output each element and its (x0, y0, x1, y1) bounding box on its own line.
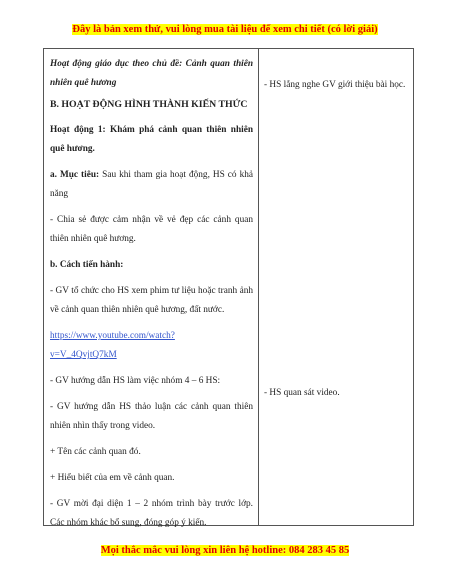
lesson-table (43, 48, 414, 526)
goal-item: - Chia sẻ được cảm nhận về vẻ đẹp các cảnh quan thiên nhiên quê hương. (50, 215, 253, 244)
hotline-banner-text: Mọi thắc mắc vui lòng xin liên hệ hotline: 084 283 45 85 (100, 545, 350, 556)
column-divider (258, 49, 259, 525)
step-paragraph: - GV hướng dẫn HS thảo luận các cảnh quan thiên nhiên nhìn thấy trong video. (50, 402, 253, 431)
method-heading: b. Cách tiến hành: (50, 260, 124, 270)
goal-paragraph (50, 166, 253, 204)
step-paragraph: - GV tổ chức cho HS xem phim tư liệu hoặc tranh ảnh về cảnh quan thiên nhiên quê hương, đất nước. (50, 286, 253, 315)
teacher-activity-column (50, 55, 253, 540)
preview-banner (0, 24, 450, 35)
step-paragraph: - GV hướng dẫn HS làm việc nhóm 4 – 6 HS: (50, 376, 221, 386)
preview-banner-text: Đây là bản xem thử, vui lòng mua tài liệu để xem chi tiết (có lời giải) (72, 24, 378, 35)
step-paragraph: + Hiểu biết của em về cảnh quan. (50, 473, 175, 483)
student-note: - HS quan sát video. (264, 388, 340, 398)
section-heading: B. HOẠT ĐỘNG HÌNH THÀNH KIẾN THỨC (50, 99, 248, 110)
activity-heading: Hoạt động 1: Khám phá cảnh quan thiên nhiên quê hương. (50, 125, 253, 154)
student-note: - HS lắng nghe GV giới thiệu bài học. (264, 80, 406, 90)
video-link-line-1: https://www.youtube.com/watch? (50, 331, 175, 341)
video-link-line-2: v=V_4QvjtQ7kM (50, 350, 117, 360)
hotline-banner (0, 545, 450, 556)
goal-text: Sau khi tham gia hoạt động, HS có khả năng (50, 170, 253, 199)
goal-label: a. Mục tiêu: (50, 170, 100, 180)
step-paragraph: + Tên các cảnh quan đó. (50, 447, 141, 457)
activity-topic: Hoạt động giáo dục theo chủ đề: Cảnh quan thiên nhiên quê hương (50, 59, 253, 88)
step-paragraph: - GV mời đại diện 1 – 2 nhóm trình bày trước lớp. Các nhóm khác bổ sung, đóng góp ý kiến. (50, 499, 253, 528)
video-link[interactable] (50, 327, 253, 365)
